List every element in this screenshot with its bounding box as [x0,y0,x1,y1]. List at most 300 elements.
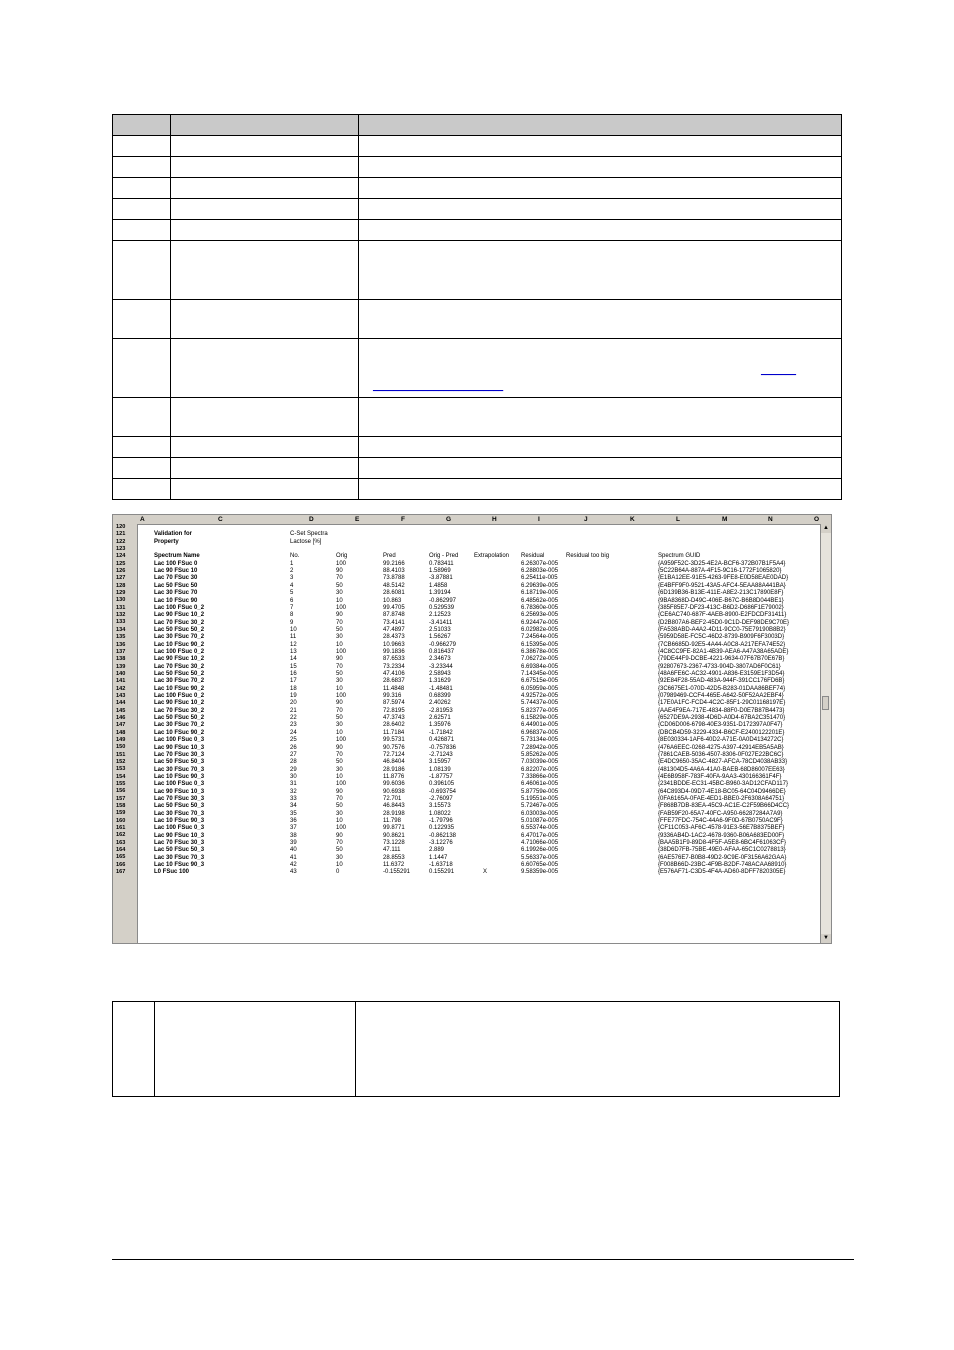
row-number[interactable]: 130 [116,597,126,604]
cell-guid[interactable]: {6527DE9A-2938-4D6D-A0D4-67BA2C351470} [658,715,786,722]
cell-orig[interactable]: 90 [336,568,343,575]
cell-orig[interactable]: 50 [336,759,343,766]
cell-diff[interactable]: -2.71243 [429,751,453,758]
cell-diff[interactable]: 0.155291 [429,869,455,876]
cell-guid[interactable]: {BAA5B1F9-89D8-4F5F-A5E8-6BC4F61063CF} [658,840,787,847]
cell-name[interactable]: Lac 100 FSuc 0_3 [154,825,205,832]
row-number[interactable]: 158 [116,803,126,810]
row-number[interactable]: 155 [116,781,126,788]
row-number[interactable]: 131 [116,604,126,611]
row-number[interactable]: 162 [116,832,126,839]
cell-name[interactable]: Lac 50 FSuc 50_2 [154,671,205,677]
column-header[interactable]: C [218,516,223,523]
cell-pred[interactable]: 99.8771 [383,825,405,832]
cell-no[interactable]: 12 [290,641,297,648]
row-number[interactable]: 122 [116,538,126,545]
row-number[interactable]: 136 [116,641,126,648]
row-number[interactable]: 127 [116,575,126,582]
cell-diff[interactable]: -0.693754 [429,788,457,795]
cell-res[interactable]: 6.25693e-005 [521,612,559,619]
cell-no[interactable]: 15 [290,663,297,670]
cell-name[interactable]: Lac 50 FSuc 50 [154,582,198,589]
cell-diff[interactable]: 0.396105 [429,781,455,788]
row-number[interactable]: 153 [116,766,126,773]
cell-res[interactable]: 6.28803e-005 [521,568,559,575]
cell-res[interactable]: 6.05959e-005 [521,685,559,692]
cell-res[interactable]: 5.72467e-005 [521,803,559,810]
cell-diff[interactable]: 1.1447 [429,854,448,861]
cell-no[interactable]: 35 [290,810,297,817]
cell-guid[interactable]: {E576AF71-C3D5-4F4A-AD60-8DFF7820305E} [658,869,786,876]
cell-orig[interactable]: 50 [336,582,343,589]
cell-guid[interactable]: {7861CAEB-5036-4507-8306-0F027E22BC6C} [658,751,784,758]
cell-no[interactable]: 17 [290,678,297,685]
cell-res[interactable]: 4.92572e-005 [521,693,559,700]
cell-no[interactable]: 3 [290,575,294,582]
cell-pred[interactable]: 11.8776 [383,773,405,780]
cell-res[interactable]: 6.03003e-005 [521,810,559,817]
cell-res[interactable]: 4.71066e-005 [521,840,559,847]
scroll-up-icon[interactable]: ▲ [821,524,831,533]
row-number[interactable]: 123 [116,546,126,553]
row-number[interactable]: 152 [116,759,126,765]
cell-no[interactable]: 33 [290,795,297,802]
column-header[interactable]: E [355,516,360,523]
cell-pred[interactable]: 72.7124 [383,751,405,758]
cell-no[interactable]: 18 [290,685,297,692]
cell-no[interactable]: 11 [290,634,297,641]
cell-name[interactable]: Lac 70 FSuc 30_3 [154,795,205,802]
row-number[interactable]: 150 [116,744,126,751]
cell-orig[interactable]: 90 [336,788,343,795]
row-number[interactable]: 146 [116,714,126,721]
cell-name[interactable]: Lac 30 FSuc 70_2 [154,722,205,729]
cell-diff[interactable]: -1.63718 [429,862,453,869]
cell-res[interactable]: 5.01087e-005 [521,818,559,824]
cell-diff[interactable]: 1.08022 [429,810,451,817]
row-number[interactable]: 167 [116,869,126,876]
cell-pred[interactable]: 47.3743 [383,715,405,722]
cell-guid[interactable]: {FFE77FDC-754C-44A6-9F0D-67B0750AC9F} [658,818,783,824]
row-number[interactable]: 135 [116,634,126,641]
cell-name[interactable]: Lac 100 FSuc 0_2 [154,648,205,655]
cell-no[interactable]: 10 [290,626,297,633]
cell-orig[interactable]: 10 [336,862,343,869]
cell-diff[interactable]: -3.87881 [429,575,453,582]
cell-no[interactable]: 32 [290,788,297,795]
cell-guid[interactable]: {481304D5-4A6A-41A0-BAEB-68D86007EE63} [658,766,785,773]
cell-orig[interactable]: 30 [336,766,343,773]
cell-guid[interactable]: {CE6AC740-687F-4AEB-8900-E2FDCDF31411} [658,612,787,619]
row-number[interactable]: 163 [116,839,126,846]
cell-orig[interactable]: 70 [336,795,343,802]
cell-guid[interactable]: {FA538ABD-A4A2-4D11-9CC0-75E79190B8B2} [658,626,786,633]
cell-name[interactable]: Lac 50 FSuc 50_3 [154,803,205,810]
cell-pred[interactable]: 28.8553 [383,854,405,861]
cell-diff[interactable]: 2.12523 [429,612,451,619]
cell-guid[interactable]: {E1BA12EE-91E5-4263-9FE8-E0D58EAE0DAD} [658,575,789,582]
cell-diff[interactable]: 1.4858 [429,582,448,589]
cell-diff[interactable]: 0.783411 [429,560,454,567]
cell-orig[interactable]: 100 [336,825,347,832]
cell-guid[interactable]: {38D6D7FB-75BE-49E0-AFAA-65C1C0278813} [658,847,786,854]
cell-guid[interactable]: {F868B7DB-83EA-45C9-AC1E-C2F59B66D4CC} [658,803,790,810]
cell-guid[interactable]: {CF11C053-AF6C-4578-91E3-56E7B8375BEF} [658,825,785,832]
cell-diff[interactable]: 2.62571 [429,715,451,722]
cell-guid[interactable]: {07989469-CCF4-465E-A642-50F52AA2EBF4} [658,693,784,700]
cell-diff[interactable]: -2.76097 [429,795,453,802]
cell-name[interactable]: Lac 50 FSuc 50_3 [154,847,205,854]
cell-orig[interactable]: 50 [336,671,343,677]
cell-res[interactable]: 6.92447e-005 [521,619,559,626]
cell-guid[interactable]: {0FA6165A-0FAE-4ED1-BBE0-2F6308A64751} [658,795,785,802]
cell-no[interactable]: 22 [290,715,297,722]
cell-orig[interactable]: 10 [336,773,343,780]
cell-diff[interactable]: 1.08139 [429,766,451,773]
cell-diff[interactable]: 3.15573 [429,803,451,810]
cell-diff[interactable]: 0.529539 [429,604,455,611]
cell-orig[interactable]: 10 [336,818,343,824]
cell-res[interactable]: 6.38678e-005 [521,648,559,655]
row-number[interactable]: 124 [116,553,126,560]
cell-orig[interactable]: 30 [336,722,343,729]
cell-name[interactable]: Lac 90 FSuc 10_3 [154,788,205,795]
row-number[interactable]: 151 [116,751,126,758]
cell-pred[interactable]: 90.7576 [383,744,405,751]
cell-no[interactable]: 9 [290,619,294,626]
cell-orig[interactable]: 100 [336,693,347,700]
cell-res[interactable]: 6.15829e-005 [521,715,559,722]
cell-orig[interactable]: 70 [336,663,343,670]
cell-res[interactable]: 6.15395e-005 [521,641,559,648]
link-fragment[interactable]: _______ [761,365,797,375]
cell-res[interactable]: 5.19551e-005 [521,795,559,802]
cell-guid[interactable]: {DBCB4D59-3229-4334-B6CF-E2400122201E} [658,729,785,736]
cell-diff[interactable]: 2.58943 [429,671,451,677]
cell-guid[interactable]: {92807673-2367-4733-904D-3807AD6F0C61} [658,663,781,670]
column-header[interactable]: G [446,516,452,523]
cell-res[interactable]: 7.03039e-005 [521,759,559,766]
cell-res[interactable]: 9.58359e-005 [521,869,559,876]
cell-diff[interactable]: 1.31629 [429,678,451,685]
cell-orig[interactable]: 50 [336,626,343,633]
vertical-scrollbar[interactable] [820,524,831,943]
cell-diff[interactable]: -1.79796 [429,818,453,824]
row-number[interactable]: 165 [116,854,126,861]
cell-orig[interactable]: 90 [336,700,343,707]
cell-name[interactable]: Lac 10 FSuc 90 [154,597,198,604]
column-header[interactable]: M [722,516,728,523]
cell-pred[interactable]: 73.2334 [383,663,405,670]
cell-diff[interactable]: -0.966279 [429,641,457,648]
cell-res[interactable]: 5.82377e-005 [521,707,559,714]
cell-res[interactable]: 6.25411e-005 [521,575,558,582]
cell-res[interactable]: 5.74437e-005 [521,700,559,707]
cell-res[interactable]: 6.18719e-005 [521,590,559,597]
cell-no[interactable]: 4 [290,582,294,589]
cell-name[interactable]: Lac 50 FSuc 50_2 [154,715,205,722]
cell-pred[interactable]: 90.8621 [383,832,405,839]
cell-diff[interactable]: 1.39194 [429,590,451,597]
row-number[interactable]: 133 [116,619,126,626]
cell-name[interactable]: L0 FSuc 100 [154,869,190,876]
cell-name[interactable]: Lac 30 FSuc 70 [154,590,198,597]
cell-diff[interactable]: 1.35976 [429,722,451,729]
cell-pred[interactable]: 73.4141 [383,619,405,626]
cell-orig[interactable]: 10 [336,685,343,692]
row-number[interactable]: 140 [116,670,126,677]
scroll-down-icon[interactable]: ▼ [821,934,831,943]
row-number[interactable]: 137 [116,648,126,655]
cell-orig[interactable]: 10 [336,597,343,604]
cell-no[interactable]: 14 [290,656,297,663]
row-number[interactable]: 159 [116,810,126,817]
cell-name[interactable]: Lac 100 FSuc 0_2 [154,693,205,700]
cell-diff[interactable]: 0.426871 [429,737,455,744]
cell-no[interactable]: 39 [290,840,297,847]
cell-orig[interactable]: 90 [336,656,343,663]
cell-name[interactable]: Lac 30 FSuc 70_2 [154,678,205,685]
cell-diff[interactable]: 2.34673 [429,656,451,663]
cell-no[interactable]: 31 [290,781,297,788]
row-number[interactable]: 142 [116,685,126,692]
cell-res[interactable]: 7.33866e-005 [521,773,559,780]
cell-orig[interactable]: 70 [336,751,343,758]
cell-pred[interactable]: 48.5142 [383,582,405,589]
row-number[interactable]: 166 [116,861,126,868]
cell-pred[interactable]: 28.6081 [383,590,405,597]
cell-no[interactable]: 25 [290,737,297,744]
cell-no[interactable]: 30 [290,773,297,780]
row-number[interactable]: 129 [116,590,126,597]
cell-pred[interactable]: 11.4848 [383,685,405,692]
cell-pred[interactable]: 99.4705 [383,604,405,611]
cell-guid[interactable]: {92E84F28-55AD-483A-944F-391CC176FD6B} [658,678,785,685]
cell-pred[interactable]: 72.8195 [383,707,405,714]
cell-res[interactable]: 6.48562e-005 [521,597,559,604]
cell-name[interactable]: Lac 90 FSuc 10 [154,568,198,575]
cell-res[interactable]: 6.55374e-005 [521,825,559,832]
cell-no[interactable]: 40 [290,847,297,854]
row-number[interactable]: 121 [116,531,126,538]
cell-res[interactable]: 6.44901e-005 [521,722,559,729]
cell-orig[interactable]: 100 [336,737,347,744]
cell-res[interactable]: 5.73134e-005 [521,737,559,744]
cell-res[interactable]: 5.56337e-005 [521,854,559,861]
cell-guid[interactable]: {CD06D006-6798-40E3-9351-D172397A0F47} [658,722,783,729]
cell-no[interactable]: 1 [290,560,294,567]
cell-diff[interactable]: -3.12276 [429,840,453,847]
cell-pred[interactable]: 28.9198 [383,810,405,817]
link-fragment[interactable]: __________________________ [373,381,504,391]
cell-diff[interactable]: -1.87757 [429,773,453,780]
cell-diff[interactable]: 0.122935 [429,825,455,832]
column-header[interactable]: D [309,516,314,523]
cell-guid[interactable]: {A959F52C-3D25-4E2A-BCF6-372B07B1F5A4} [658,560,786,567]
cell-orig[interactable]: 50 [336,803,343,810]
cell-no[interactable]: 27 [290,751,297,758]
cell-name[interactable]: Lac 100 FSuc 0_2 [154,604,205,611]
cell-pred[interactable]: 46.8443 [383,803,405,810]
cell-pred[interactable]: 87.5974 [383,700,405,707]
cell-pred[interactable]: 73.8788 [383,575,405,582]
cell-diff[interactable]: -3.23344 [429,663,453,670]
cell-pred[interactable]: 90.6938 [383,788,405,795]
cell-name[interactable]: Lac 10 FSuc 90_3 [154,818,205,824]
row-number[interactable]: 132 [116,612,126,619]
cell-no[interactable]: 43 [290,869,297,876]
cell-guid[interactable]: {6AE576E7-B0B8-49D2-9C9E-0F3156A62GAA} [658,854,787,861]
cell-guid[interactable]: {17E0A1FC-FCD4-4C2C-85F1-29C01168197E} [658,700,786,707]
cell-pred[interactable]: 72.701 [383,795,402,802]
row-number[interactable]: 148 [116,729,126,736]
cell-guid[interactable]: {3C6675E1-070D-42D5-B283-01DAA86BEF74} [658,685,786,692]
column-header[interactable]: K [630,516,635,523]
cell-no[interactable]: 21 [290,707,297,714]
row-number[interactable]: 125 [116,560,126,567]
cell-diff[interactable]: -2.81953 [429,707,453,714]
cell-guid[interactable]: {FAB59F20-65A7-40FC-A950-66287284A7A9} [658,810,783,817]
cell-res[interactable]: 6.02982e-005 [521,626,559,633]
cell-no[interactable]: 36 [290,818,297,824]
row-number[interactable]: 139 [116,663,126,670]
cell-pred[interactable]: 99.5731 [383,737,405,744]
cell-res[interactable]: 6.26307e-005 [521,560,559,567]
cell-orig[interactable]: 50 [336,715,343,722]
cell-orig[interactable]: 10 [336,641,343,648]
cell-name[interactable]: Lac 70 FSuc 30_3 [154,751,205,758]
cell-guid[interactable]: {8E030334-1AF6-40D2-A71E-0A0D4134272C} [658,737,784,744]
cell-pred[interactable]: 28.6837 [383,678,405,685]
cell-no[interactable]: 23 [290,722,297,729]
cell-res[interactable]: 6.60765e-005 [521,862,559,869]
cell-orig[interactable]: 30 [336,634,343,641]
column-header[interactable]: N [768,516,773,523]
cell-pred[interactable]: 99.316 [383,693,402,700]
cell-no[interactable]: 13 [290,648,297,655]
cell-pred[interactable]: 28.4373 [383,634,405,641]
column-header[interactable]: H [492,516,497,523]
cell-name[interactable]: Lac 100 FSuc 0_3 [154,781,205,788]
cell-no[interactable]: 41 [290,854,297,861]
cell-name[interactable]: Lac 90 FSuc 10_2 [154,656,205,663]
cell-diff[interactable]: -1.48481 [429,685,453,692]
cell-no[interactable]: 29 [290,766,297,773]
cell-orig[interactable]: 100 [336,604,347,611]
cell-name[interactable]: Lac 100 FSuc 0_3 [154,737,205,744]
cell-res[interactable]: 6.78360e-005 [521,604,559,611]
row-number[interactable]: 164 [116,847,126,854]
cell-orig[interactable]: 90 [336,832,343,839]
column-header[interactable]: F [401,516,405,523]
row-number[interactable]: 149 [116,736,126,743]
cell-diff[interactable]: 3.15957 [429,759,451,766]
cell-orig[interactable]: 30 [336,854,343,861]
cell-orig[interactable]: 70 [336,619,343,626]
cell-no[interactable]: 24 [290,729,297,736]
cell-no[interactable]: 19 [290,693,297,700]
cell-pred[interactable]: 87.6533 [383,656,405,663]
cell-no[interactable]: 2 [290,568,294,575]
cell-name[interactable]: Lac 100 FSuc 0 [154,560,198,567]
cell-res[interactable]: 5.87759e-005 [521,788,559,795]
cell-no[interactable]: 5 [290,590,294,597]
cell-name[interactable]: Lac 90 FSuc 10_3 [154,744,205,751]
cell-name[interactable]: Lac 70 FSuc 30_2 [154,707,205,714]
cell-res[interactable]: 5.85262e-005 [521,751,559,758]
row-number[interactable]: 138 [116,656,126,663]
row-number[interactable]: 143 [116,692,126,699]
row-number[interactable]: 145 [116,707,126,714]
cell-pred[interactable]: 99.1836 [383,648,405,655]
cell-orig[interactable]: 100 [336,560,347,567]
cell-res[interactable]: 6.46061e-005 [521,781,559,788]
cell-guid[interactable]: {F008B66D-23BC-4F9B-B2DF-748ACAA68910} [658,862,787,869]
row-number[interactable]: 161 [116,825,126,832]
cell-no[interactable]: 20 [290,700,297,707]
cell-guid[interactable]: {64C893D4-09D7-4E18-BC05-64C04D9466DE} [658,788,786,795]
cell-orig[interactable]: 70 [336,707,343,714]
cell-res[interactable]: 7.28942e-005 [521,744,559,751]
cell-guid[interactable]: {4E6B958F-783F-40FA-9AA3-430166361F4F} [658,773,782,780]
row-number[interactable]: 160 [116,817,126,824]
cell-pred[interactable]: 28.9186 [383,766,405,773]
cell-diff[interactable]: 2.40262 [429,700,451,707]
cell-orig[interactable]: 100 [336,781,347,788]
cell-diff[interactable]: 0.816437 [429,648,455,655]
cell-name[interactable]: Lac 90 FSuc 10_2 [154,612,205,619]
cell-pred[interactable]: 73.1228 [383,840,405,847]
cell-name[interactable]: Lac 30 FSuc 70_3 [154,854,205,861]
cell-diff[interactable]: 2.889 [429,847,445,854]
cell-name[interactable]: Lac 30 FSuc 70_3 [154,810,205,817]
cell-diff[interactable]: -0.862997 [429,597,457,604]
cell-no[interactable]: 42 [290,862,297,869]
column-header[interactable]: I [538,516,540,523]
cell-name[interactable]: Lac 70 FSuc 30_2 [154,619,205,626]
cell-res[interactable]: 6.47017e-005 [521,832,559,839]
cell-guid[interactable]: {48A6FE6C-AC32-4901-A836-E3159E1F3D54} [658,671,785,677]
cell-pred[interactable]: 10.9663 [383,641,405,648]
cell-orig[interactable]: 10 [336,729,343,736]
cell-guid[interactable]: {4C8CC9FE-82A1-4B39-AEA6-A47A38A65ADE} [658,648,789,655]
cell-orig[interactable]: 0 [336,869,340,876]
cell-guid[interactable]: {E4DC9650-35AC-4827-AFCA-78CD4038AB33} [658,759,788,766]
cell-name[interactable]: Lac 10 FSuc 90_2 [154,729,205,736]
cell-guid[interactable]: {D2B807A6-BEF2-45D0-9C1D-DEF98DE9C70E} [658,619,790,626]
cell-name[interactable]: Lac 70 FSuc 30_2 [154,663,205,670]
cell-guid[interactable]: {9336AB4D-1AC2-4678-9360-B06A683ED00F} [658,832,785,839]
row-number[interactable]: 134 [116,626,126,633]
cell-pred[interactable]: 28.6402 [383,722,405,729]
cell-name[interactable]: Lac 30 FSuc 70_2 [154,634,205,641]
scroll-thumb[interactable] [822,696,829,710]
cell-diff[interactable]: -1.71842 [429,729,453,736]
cell-guid[interactable]: {476A6EEC-0268-4275-A397-42914EB5A5AB} [658,744,784,751]
cell-pred[interactable]: 11.7184 [383,729,405,736]
cell-pred[interactable]: 99.6036 [383,781,405,788]
cell-diff[interactable]: 2.51033 [429,626,451,633]
cell-no[interactable]: 26 [290,744,297,751]
cell-pred[interactable]: 99.2166 [383,560,405,567]
cell-res[interactable]: 6.82207e-005 [521,766,559,773]
cell-name[interactable]: Lac 10 FSuc 90_3 [154,862,205,869]
cell-pred[interactable]: 47.4897 [383,626,405,633]
row-number[interactable]: 157 [116,795,126,802]
row-number[interactable]: 120 [116,524,126,530]
cell-name[interactable]: Lac 90 FSuc 10_3 [154,832,205,839]
cell-guid[interactable]: {385F85E7-DF23-413C-B6D2-D686F1E79002} [658,604,784,611]
